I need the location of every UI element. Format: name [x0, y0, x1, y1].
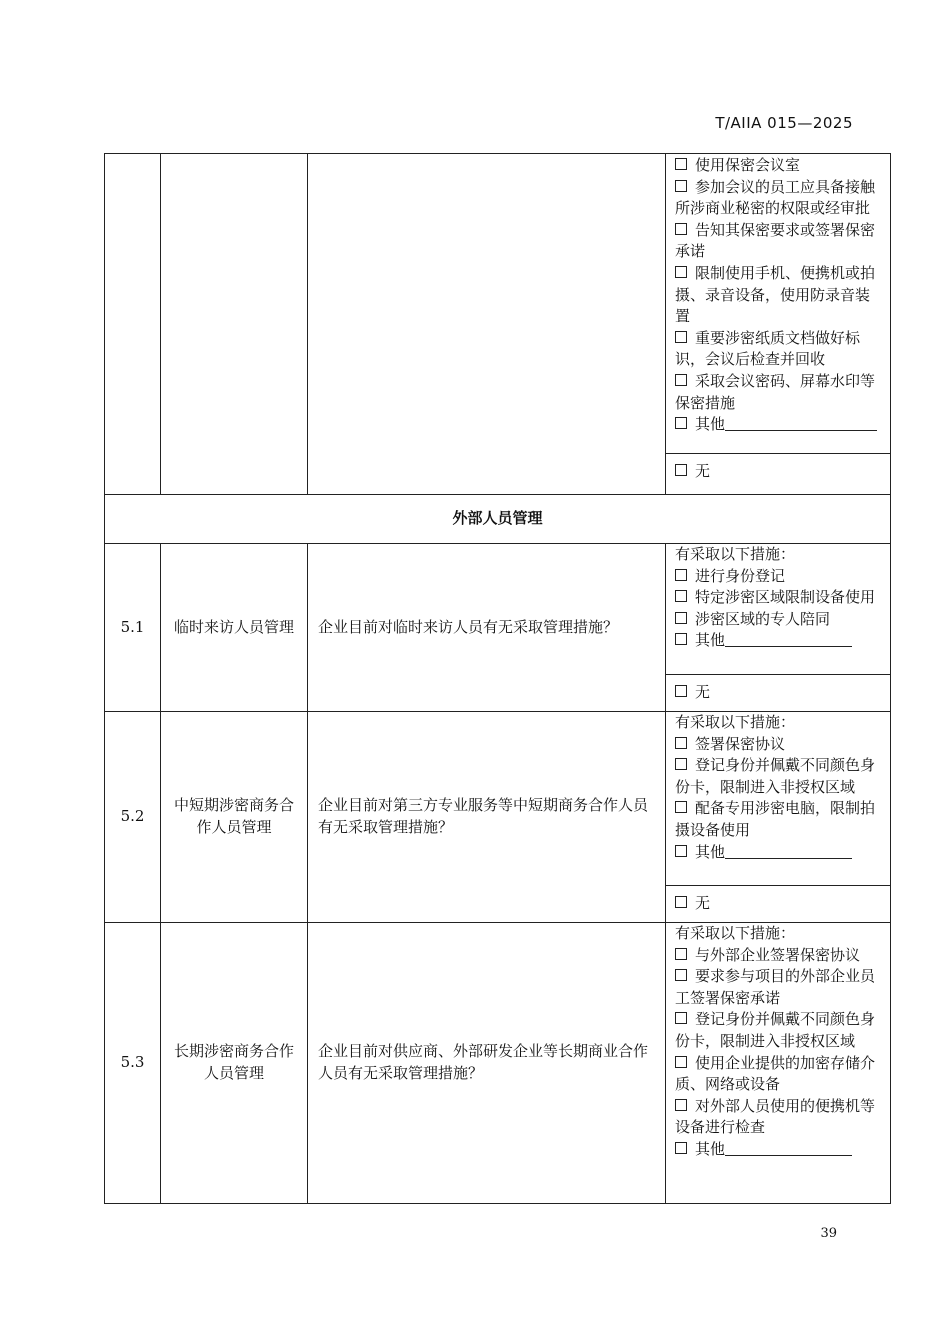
- other-blank-line[interactable]: [725, 631, 852, 647]
- option-item: 要求参与项目的外部企业员工签署保密承诺: [675, 967, 876, 1007]
- item-number: 5.2: [105, 712, 161, 923]
- checkbox[interactable]: [675, 948, 687, 960]
- section-title: 外部人员管理: [105, 495, 891, 544]
- options-lead: 有采取以下措施：: [675, 924, 796, 942]
- checklist-table: [104, 153, 891, 1204]
- option-item: 涉密区域的专人陪同: [675, 609, 884, 631]
- checkbox[interactable]: [675, 685, 687, 697]
- option-item: 重要涉密纸质文档做好标识，会议后检查并回收: [675, 328, 861, 369]
- table-row-continued: [105, 154, 891, 495]
- option-item: 进行身份登记: [675, 566, 884, 588]
- other-blank-line[interactable]: [725, 843, 852, 859]
- checkbox[interactable]: [675, 612, 687, 624]
- answer-cell: [666, 712, 891, 923]
- option-item: 对外部人员使用的便携机等设备进行检查: [675, 1096, 876, 1137]
- option-item: 签署保密协议: [675, 734, 884, 756]
- options-list: [666, 923, 890, 1163]
- item-name: 长期涉密商务合作人员管理: [161, 923, 308, 1204]
- option-item-other: 其他: [675, 414, 884, 436]
- option-none: 无: [666, 674, 890, 708]
- checkbox[interactable]: [675, 569, 687, 581]
- option-item-other: 其他: [675, 630, 884, 652]
- checkbox[interactable]: [675, 590, 687, 602]
- option-item-other: 其他: [675, 842, 884, 864]
- option-item: 采取会议密码、屏幕水印等保密措施: [675, 371, 876, 412]
- checkbox[interactable]: [675, 266, 687, 278]
- checkbox[interactable]: [675, 1012, 687, 1024]
- table-row: [105, 544, 891, 712]
- item-number: 5.1: [105, 544, 161, 712]
- checkbox[interactable]: [675, 737, 687, 749]
- option-item: 限制使用手机、便携机或拍摄、录音设备，使用防录音装置: [675, 263, 876, 326]
- options-list: [666, 712, 890, 885]
- option-item: 使用企业提供的加密存储介质、网络或设备: [675, 1053, 876, 1094]
- cell-empty-name: [161, 154, 308, 495]
- option-item: 配备专用涉密电脑，限制拍摄设备使用: [675, 799, 876, 839]
- option-item: 参加会议的员工应具备接触所涉商业秘密的权限或经审批: [675, 177, 876, 218]
- checkbox[interactable]: [675, 896, 687, 908]
- checkbox[interactable]: [675, 331, 687, 343]
- item-name: 临时来访人员管理: [161, 544, 308, 712]
- checkbox[interactable]: [675, 801, 687, 813]
- option-item: 与外部企业签署保密协议: [675, 945, 884, 967]
- cell-empty-num: [105, 154, 161, 495]
- answer-cell: [666, 923, 891, 1204]
- document-code: T/AIIA 015—2025: [715, 114, 853, 132]
- option-none: 无: [666, 885, 890, 919]
- checkbox[interactable]: [675, 223, 687, 235]
- item-name: 中短期涉密商务合作人员管理: [161, 712, 308, 923]
- options-list: [666, 544, 890, 674]
- option-item-other: 其他: [675, 1139, 884, 1161]
- table-row: [105, 923, 891, 1204]
- option-item: 使用保密会议室: [675, 155, 884, 177]
- option-item: 登记身份并佩戴不同颜色身份卡，限制进入非授权区域: [675, 1010, 876, 1050]
- checkbox[interactable]: [675, 1099, 687, 1111]
- options-list: [666, 154, 890, 453]
- checkbox[interactable]: [675, 180, 687, 192]
- item-question: 企业目前对临时来访人员有无采取管理措施？: [308, 544, 666, 712]
- checkbox[interactable]: [675, 845, 687, 857]
- option-item: 登记身份并佩戴不同颜色身份卡，限制进入非授权区域: [675, 756, 876, 796]
- options-lead: 有采取以下措施：: [675, 713, 796, 731]
- other-blank-line[interactable]: [725, 1140, 852, 1156]
- other-blank-line[interactable]: [725, 415, 877, 431]
- checkbox[interactable]: [675, 1142, 687, 1154]
- checkbox[interactable]: [675, 1056, 687, 1068]
- checkbox[interactable]: [675, 464, 687, 476]
- checkbox[interactable]: [675, 374, 687, 386]
- option-item: 特定涉密区域限制设备使用: [675, 587, 884, 609]
- options-lead: 有采取以下措施：: [675, 545, 796, 563]
- cell-empty-question: [308, 154, 666, 495]
- checkbox[interactable]: [675, 417, 687, 429]
- item-question: 企业目前对第三方专业服务等中短期商务合作人员有无采取管理措施？: [308, 712, 666, 923]
- answer-cell: [666, 154, 891, 495]
- option-none: 无: [666, 453, 890, 487]
- item-number: 5.3: [105, 923, 161, 1204]
- option-item: 告知其保密要求或签署保密承诺: [675, 220, 876, 261]
- checkbox[interactable]: [675, 158, 687, 170]
- checkbox[interactable]: [675, 633, 687, 645]
- section-row: [105, 495, 891, 544]
- checkbox[interactable]: [675, 969, 687, 981]
- answer-cell: [666, 544, 891, 712]
- page-number: 39: [820, 1226, 837, 1241]
- checkbox[interactable]: [675, 758, 687, 770]
- table-row: [105, 712, 891, 923]
- item-question: 企业目前对供应商、外部研发企业等长期商业合作人员有无采取管理措施？: [308, 923, 666, 1204]
